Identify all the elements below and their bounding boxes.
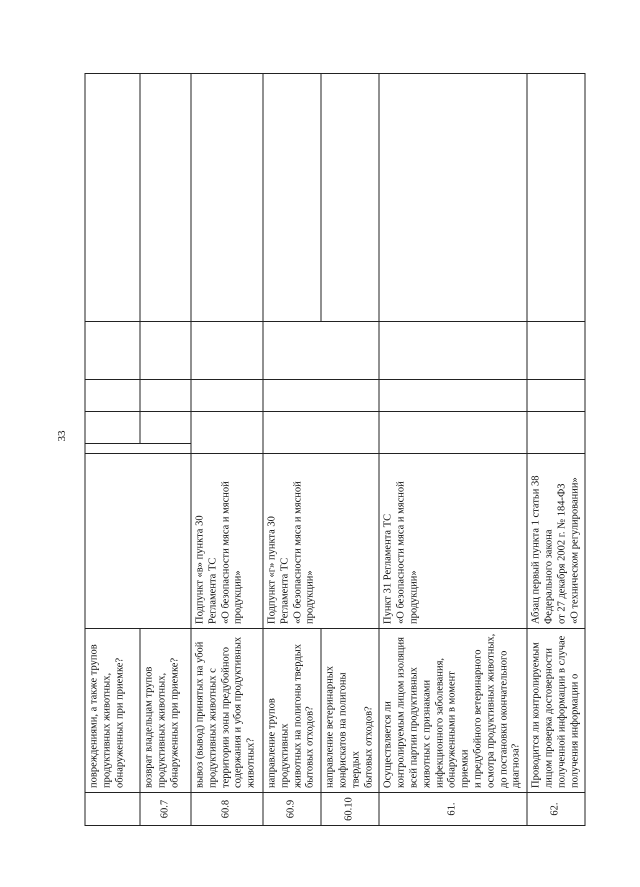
reference-cell: Пункт 31 Регламента ТС «О безопасности мяса и мясной продукции»: [379, 454, 527, 629]
question-cell: возврат владельцам трупов продуктивных животных, обнаруженных при приемке?: [140, 629, 191, 793]
question-cell: направление трупов продуктивных животных на полигоны твердых бытовых отходов?: [263, 629, 321, 793]
question-cell: Осуществляется ли контролируемым лицом изоляция всей партии продуктивных животных с признаками инфекционного заболевания, обнаруженными в момент приемки и предубойного ветеринарного осмотра продуктивных животных, до постановки окончательного диагноза?: [379, 629, 527, 793]
reference-cell: Подпункт «в» пункта 30 Регламента ТС «О безопасности мяса и мясной продукции»: [191, 454, 263, 629]
row-number: 60.8: [191, 793, 263, 826]
comment-cell: [321, 74, 379, 322]
answer-na-cell: [527, 322, 585, 380]
answer-no-cell: [140, 380, 191, 412]
answer-na-cell: [191, 322, 263, 380]
page-number: 33: [56, 430, 68, 442]
row-number: 62.: [527, 793, 585, 826]
answer-no-cell: [191, 380, 263, 412]
answer-na-cell: [263, 322, 379, 380]
row-number: 60.7: [140, 793, 191, 826]
row-number: 61.: [379, 793, 527, 826]
comment-cell: [191, 74, 263, 322]
answer-na-cell: [379, 322, 527, 380]
question-cell: направление ветеринарных конфискатов на полигоны твердых бытовых отходов?: [321, 629, 379, 793]
reference-cell: [85, 454, 191, 629]
answer-no-cell: [527, 380, 585, 412]
answer-na-cell: [140, 322, 191, 380]
comment-cell: [263, 74, 321, 322]
answer-no-cell: [85, 380, 140, 412]
reference-cell: Абзац первый пункта 1 статьи 38 Федерального закона от 27 декабря 2002 г. № 184-ФЗ «О техническом регулировании»: [527, 454, 585, 629]
answer-yes-cell: [140, 412, 191, 444]
table-row: [263, 74, 321, 826]
comment-cell: [379, 74, 527, 322]
comment-cell: [527, 74, 585, 322]
comment-cell: [85, 74, 140, 322]
answer-yes-cell: [263, 412, 379, 454]
table-row: [85, 74, 140, 826]
table-row: [527, 74, 585, 826]
question-cell: повреждениями, а также трупов продуктивных животных, обнаруженных при приемке?: [85, 629, 140, 793]
answer-na-cell: [85, 322, 140, 380]
answer-yes-cell: [379, 412, 527, 454]
answer-no-cell: [263, 380, 379, 412]
answer-yes-cell: [191, 412, 263, 454]
question-cell: Проводится ли контролируемым лицом проверка достоверности полученной информации в случае получения информации о: [527, 629, 585, 793]
row-number: 60.9: [263, 793, 321, 826]
answer-yes-cell: [85, 412, 140, 444]
comment-cell: [140, 74, 191, 322]
requirements-table: [85, 73, 586, 826]
reference-cell: Подпункт «г» пункта 30 Регламента ТС «О безопасности мяса и мясной продукции»: [263, 454, 379, 629]
rotated-document: [85, 74, 581, 826]
row-number: 60.10: [321, 793, 379, 826]
answer-yes-cell: [527, 412, 585, 454]
table-row: [379, 74, 527, 826]
question-cell: вывоз (вывод) принятых на убой продуктивных животных с территории зоны предубойного содержания и убоя продуктивных животных?: [191, 629, 263, 793]
answer-no-cell: [379, 380, 527, 412]
row-number: [85, 793, 140, 826]
empty-cell: [85, 444, 191, 454]
table-row: [191, 74, 263, 826]
